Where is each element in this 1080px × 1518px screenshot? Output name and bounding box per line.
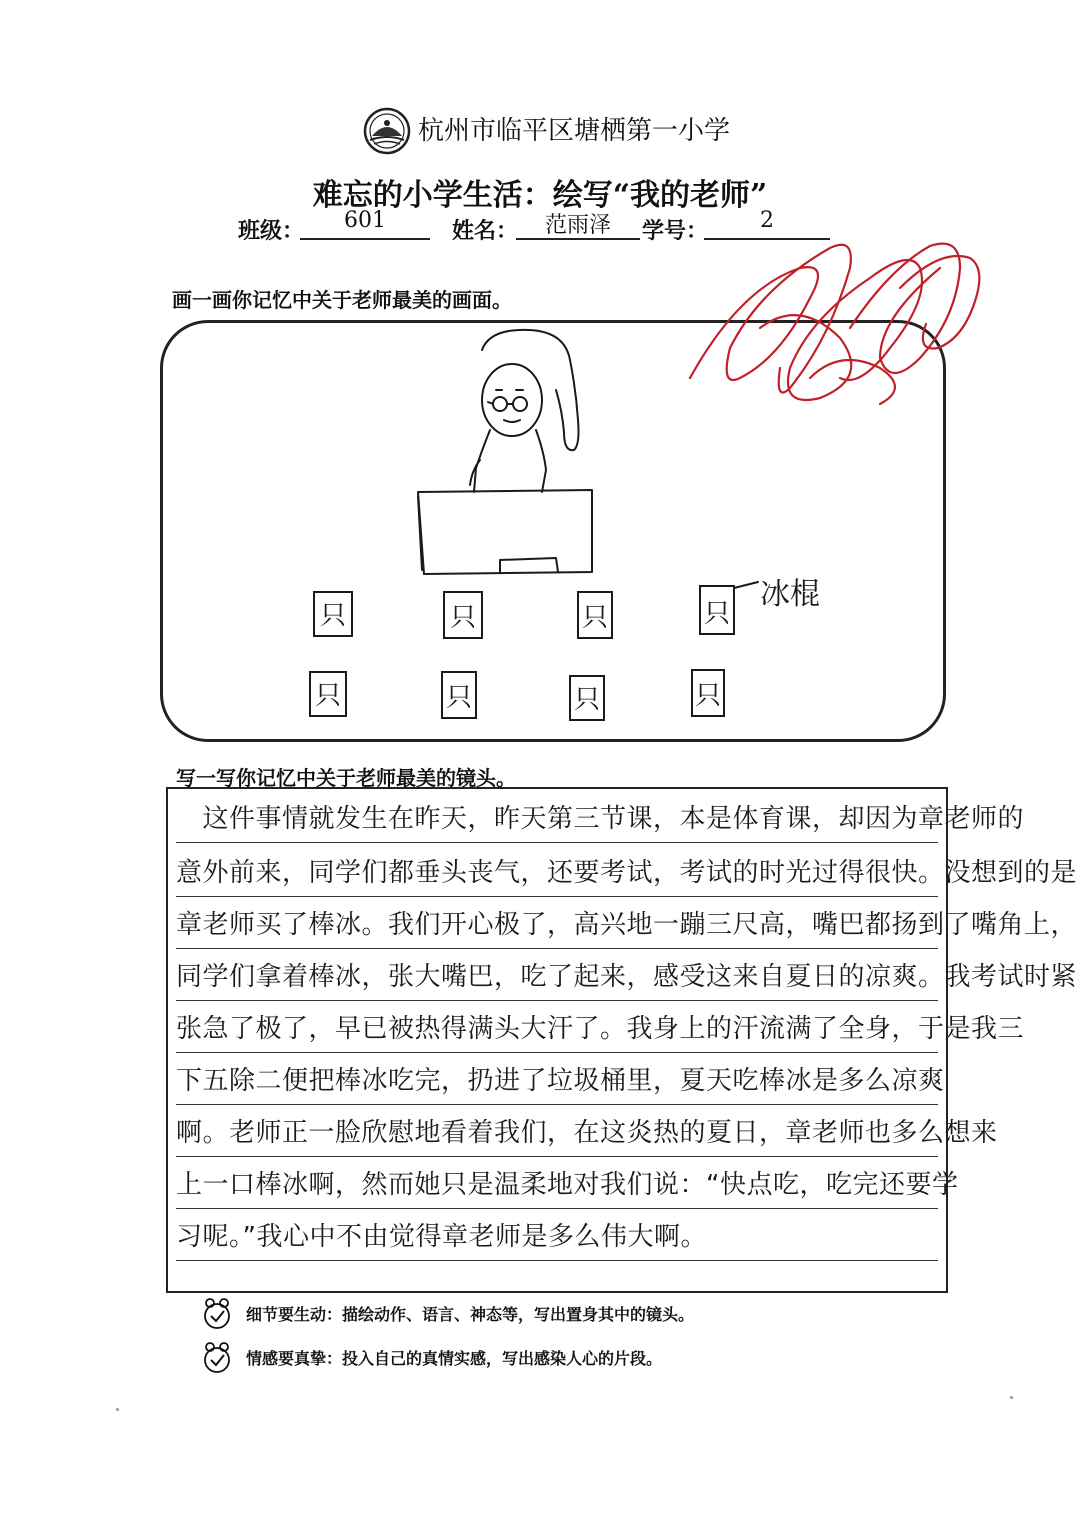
student-desk-glyph: 只 <box>315 681 342 711</box>
drawing-section-heading: 画一画你记忆中关于老师最美的画面。 <box>172 288 512 312</box>
composition-line: 习呢。”我心中不由觉得章老师是多么伟大啊。 <box>176 1215 938 1261</box>
composition-line: 张急了极了，早已被热得满头大汗了。我身上的汗流满了全身，于是我三 <box>176 1007 938 1053</box>
grade-mark <box>680 228 990 418</box>
student-desk-glyph: 只 <box>582 603 609 633</box>
paper-speck <box>1010 1396 1013 1399</box>
student-desk-glyph: 只 <box>704 599 731 629</box>
composition-line: 下五除二便把棒冰吃完，扔进了垃圾桶里，夏天吃棒冰是多么凉爽 <box>176 1059 938 1105</box>
student-number-field[interactable]: 2 <box>704 208 830 240</box>
student-desk-glyph: 只 <box>450 603 477 633</box>
student-number-label: 学号： <box>642 219 709 244</box>
composition-box[interactable] <box>166 787 1078 1293</box>
worksheet-title: 难忘的小学生活：绘写“我的老师” <box>312 178 768 213</box>
school-logo <box>362 106 412 156</box>
name-label: 姓名： <box>452 219 519 244</box>
composition-line: 同学们拿着棒冰，张大嘴巴，吃了起来，感受这来自夏日的凉爽。我考试时紧 <box>176 955 938 1001</box>
composition-line: 上一口棒冰啊，然而她只是温柔地对我们说：“快点吃，吃完还要学 <box>176 1163 938 1209</box>
student-desk-glyph: 只 <box>695 681 722 711</box>
student-desk-glyph: 只 <box>574 685 601 715</box>
composition-line: 章老师买了棒冰。我们开心极了，高兴地一蹦三尺高，嘴巴都扬到了嘴角上， <box>176 903 938 949</box>
class-field[interactable]: 601 <box>300 208 430 240</box>
class-label: 班级： <box>238 219 305 244</box>
tip-text: 细节要生动：描绘动作、语言、神态等，写出置身其中的镜头。 <box>246 1305 695 1324</box>
composition-line: 意外前来，同学们都垂头丧气，还要考试，考试的时光过得很快。没想到的是 <box>176 851 938 897</box>
student-desk-glyph: 只 <box>446 683 473 713</box>
composition-line: 啊。老师正一脸欣慰地看着我们，在这炎热的夏日，章老师也多么想来 <box>176 1111 938 1157</box>
tip-text: 情感要真挚：投入自己的真情实感，写出感染人心的片段。 <box>246 1349 663 1368</box>
school-name: 杭州市临平区塘栖第一小学 <box>418 116 731 146</box>
paper-speck <box>116 1408 119 1411</box>
name-field[interactable]: 范雨泽 <box>516 208 640 240</box>
student-desk-glyph: 只 <box>320 601 347 631</box>
drawing-annotation: 冰棍 <box>760 577 820 612</box>
writing-section-heading: 写一写你记忆中关于老师最美的镜头。 <box>176 766 516 790</box>
checkmark-badge-icon <box>200 1296 234 1330</box>
checkmark-badge-icon <box>200 1340 234 1374</box>
composition-line: 这件事情就发生在昨天，昨天第三节课，本是体育课，却因为章老师的 <box>176 797 938 843</box>
